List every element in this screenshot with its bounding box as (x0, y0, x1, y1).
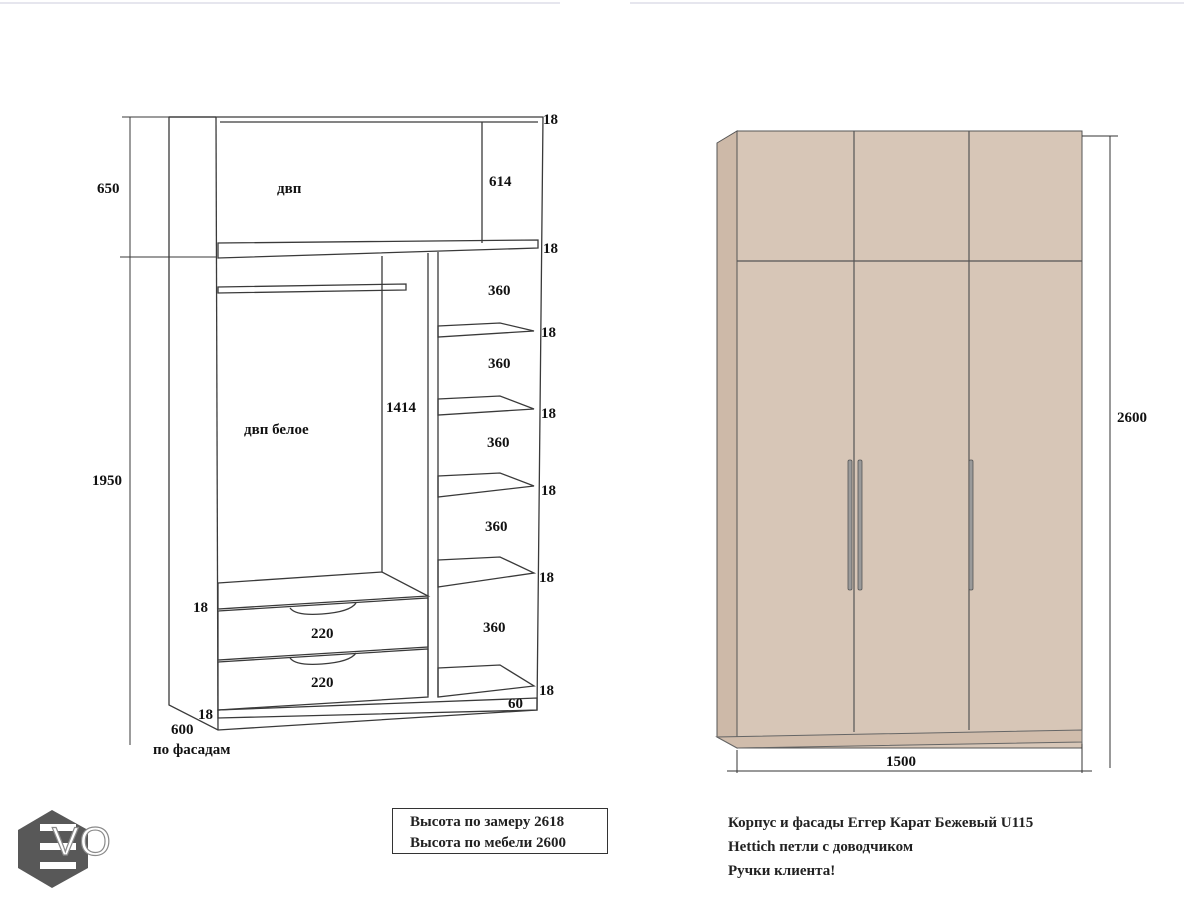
dim-height-2600: 2600 (1117, 410, 1147, 426)
dim-1950: 1950 (92, 473, 122, 489)
dim-1414: 1414 (386, 400, 416, 416)
note-hinges: Hettich петли с доводчиком (728, 839, 914, 855)
dim-18-b: 18 (543, 241, 558, 257)
shelf-1 (438, 323, 534, 337)
label-main-section: двп белое (244, 422, 309, 438)
door-handle-1 (848, 460, 852, 590)
bottom-plinth (218, 698, 537, 718)
hanging-rail (218, 284, 406, 293)
logo-wordmark: VO (52, 820, 112, 864)
spec-notes (728, 811, 1033, 883)
wardrobe-facade-diagram (717, 131, 1118, 773)
shelf-5 (438, 665, 534, 697)
note-material: Корпус и фасады Еггер Карат Бежевый U115 (728, 815, 1034, 831)
door-handle-3 (969, 460, 973, 590)
dim-220-1: 220 (311, 626, 334, 642)
dim-360-4: 360 (485, 519, 508, 535)
shelf-3 (438, 473, 534, 497)
dim-18-e: 18 (541, 483, 556, 499)
note-handles: Ручки клиента! (728, 863, 836, 879)
wardrobe-side (717, 131, 737, 748)
dim-360-3: 360 (487, 435, 510, 451)
dim-18-top: 18 (543, 112, 558, 128)
drawer-shelf (218, 572, 428, 609)
dim-360-1: 360 (488, 283, 511, 299)
shelf-2 (438, 396, 534, 415)
height-furniture: Высота по мебели 2600 (410, 835, 567, 851)
cabinet-outline (169, 117, 543, 730)
dim-18-g: 18 (539, 683, 554, 699)
dim-18-d: 18 (541, 406, 556, 422)
cabinet-interior-diagram (120, 117, 543, 745)
height-box (392, 808, 608, 854)
height-measured: Высота по замеру 2618 (410, 814, 565, 830)
top-shelf (218, 240, 538, 258)
dim-18-drawer: 18 (193, 600, 208, 616)
door-handle-2 (858, 460, 862, 590)
dim-360-2: 360 (488, 356, 511, 372)
dim-614: 614 (489, 174, 512, 190)
dim-18-f: 18 (539, 570, 554, 586)
label-top-section: двп (277, 181, 302, 197)
dim-18-h: 18 (198, 707, 213, 723)
dim-650: 650 (97, 181, 120, 197)
dim-width-1500: 1500 (886, 754, 916, 770)
wardrobe-front (737, 131, 1082, 748)
dim-220-2: 220 (311, 675, 334, 691)
dim-facades: по фасадам (153, 742, 231, 758)
dim-60: 60 (508, 696, 523, 712)
dim-600: 600 (171, 722, 194, 738)
shelf-4 (438, 557, 534, 587)
dim-360-5: 360 (483, 620, 506, 636)
dim-18-c: 18 (541, 325, 556, 341)
